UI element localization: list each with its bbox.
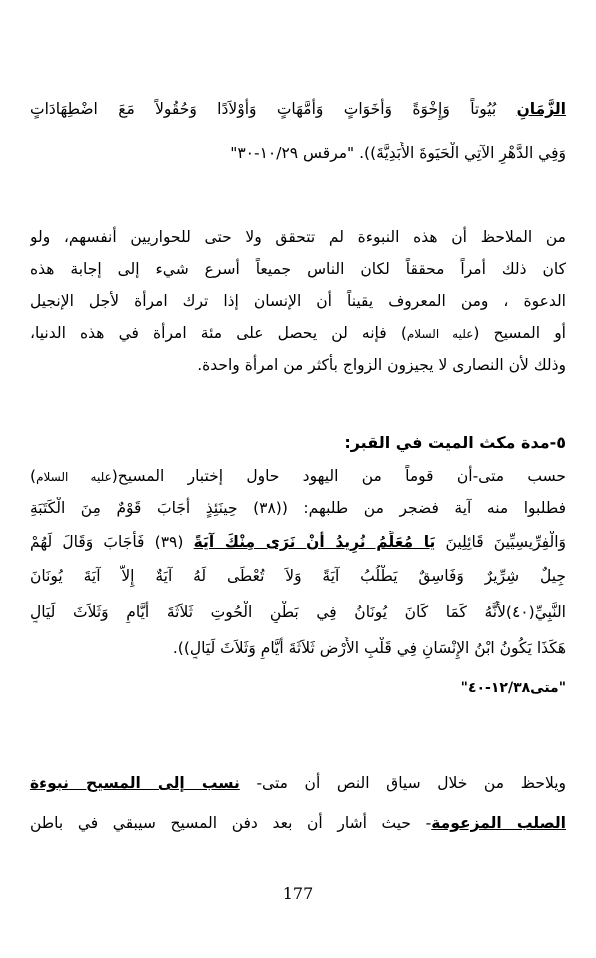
underlined-word: الزَّمَانِ <box>516 100 566 118</box>
section-5-line-4: جِيلٌ شِرِّيرٌ وَفَاسِقٌ يَطْلُبُ آيَةً وَلاَ تُعْطَى لَهُ آيَةٌ إِلاَّ آيَةَ يُونَانَ <box>30 567 566 585</box>
section-5-line-5: النَّبِيِّ(٤٠)لأَنَّهُ كَمَا كَانَ يُونَانُ فِي بَطْنِ الْحُوتِ ثَلاَثَةَ أَيَّامٍ وَثَلاَثَ لَيَالٍ <box>30 603 566 621</box>
page-number: 177 <box>282 884 314 903</box>
section-5-line-2: فطلبوا منه آية فضجر من طلبهم: ((٣٨) حِينَئِذٍ أَجَابَ قَوْمٌ مِنَ الْكَتَبَةِ <box>30 499 566 517</box>
underlined-phrase: الصلب المزعومة <box>431 814 566 832</box>
quote-line-2: وَفِي الدَّهْرِ الآتِي الْحَيَوةَ الأَبَدِيَّةَ)). "مرقس ١٠/٢٩-٣٠" <box>230 144 566 162</box>
honorific: عليه السلام <box>36 470 112 484</box>
quote-line-1: الزَّمَانِ بُيُوتاً وَإِخْوَةً وَأَخَوَاتٍ وَأُمَّهَاتٍ وَأَوْلاَدًا وَحُقُولاً مَعَ اضْطِهَادَاتٍ <box>30 100 566 118</box>
underlined-phrase: نسب إلى المسيح نبوءة <box>30 774 240 792</box>
paragraph-1-line-1: من الملاحظ أن هذه النبوءة لم تتحقق ولا حتى للحواريين أنفسهم، ولو <box>30 228 566 246</box>
paragraph-2-line-1: ويلاحظ من خلال سياق النص أن متى- نسب إلى المسيح نبوءة <box>30 774 566 792</box>
paragraph-1-line-2: كان ذلك أمراً محققاً لكان الناس جميعاً أسرع شيء إلى إجابة هذه <box>30 260 566 278</box>
underlined-phrase: يَا مُعَلِّمُ نُرِيدُ أَنْ نَرَى مِنْكَ آيَةً <box>193 533 436 551</box>
section-heading: ٥-مدة مكث الميت في القبر: <box>344 433 566 452</box>
section-5-line-6: هَكَذَا يَكُونُ ابْنُ الإِنْسَانِ فِي قَلْبِ الأَرْضِ ثَلاَثَةَ أَيَّامٍ وَثَلاَثَ لَيَالٍ)). <box>172 639 566 657</box>
honorific: عليه السلام <box>406 327 474 341</box>
verse-reference: "متى١٢/٣٨-٤٠" <box>460 680 566 696</box>
paragraph-1-line-5: وذلك لأن النصارى لا يجيزون الزواج بأكثر من امرأة واحدة. <box>197 356 566 374</box>
paragraph-1-line-3: الدعوة ، ومن المعروف يقيناً أن الإنسان إذا ترك امرأة لأجل الإنجيل <box>30 292 566 310</box>
paragraph-1-line-4: أو المسيح (عليه السلام) فإنه لن يحصل على مئة امرأة في هذه الدنيا، <box>30 324 566 342</box>
paragraph-2-line-2: الصلب المزعومة- حيث أشار أن بعد دفن المسيح سيبقي في باطن <box>30 814 566 832</box>
section-5-line-3: وَالْفِرِّيسِيِّينَ قَائِلِينَ يَا مُعَلِّمُ نُرِيدُ أَنْ نَرَى مِنْكَ آيَةً (٣٩) فَأَجَابَ وَقَالَ لَهُمْ <box>30 533 566 551</box>
section-5-line-1: حسب متى-أن قوماً من اليهود حاول إختبار المسيح(عليه السلام) <box>30 467 566 485</box>
